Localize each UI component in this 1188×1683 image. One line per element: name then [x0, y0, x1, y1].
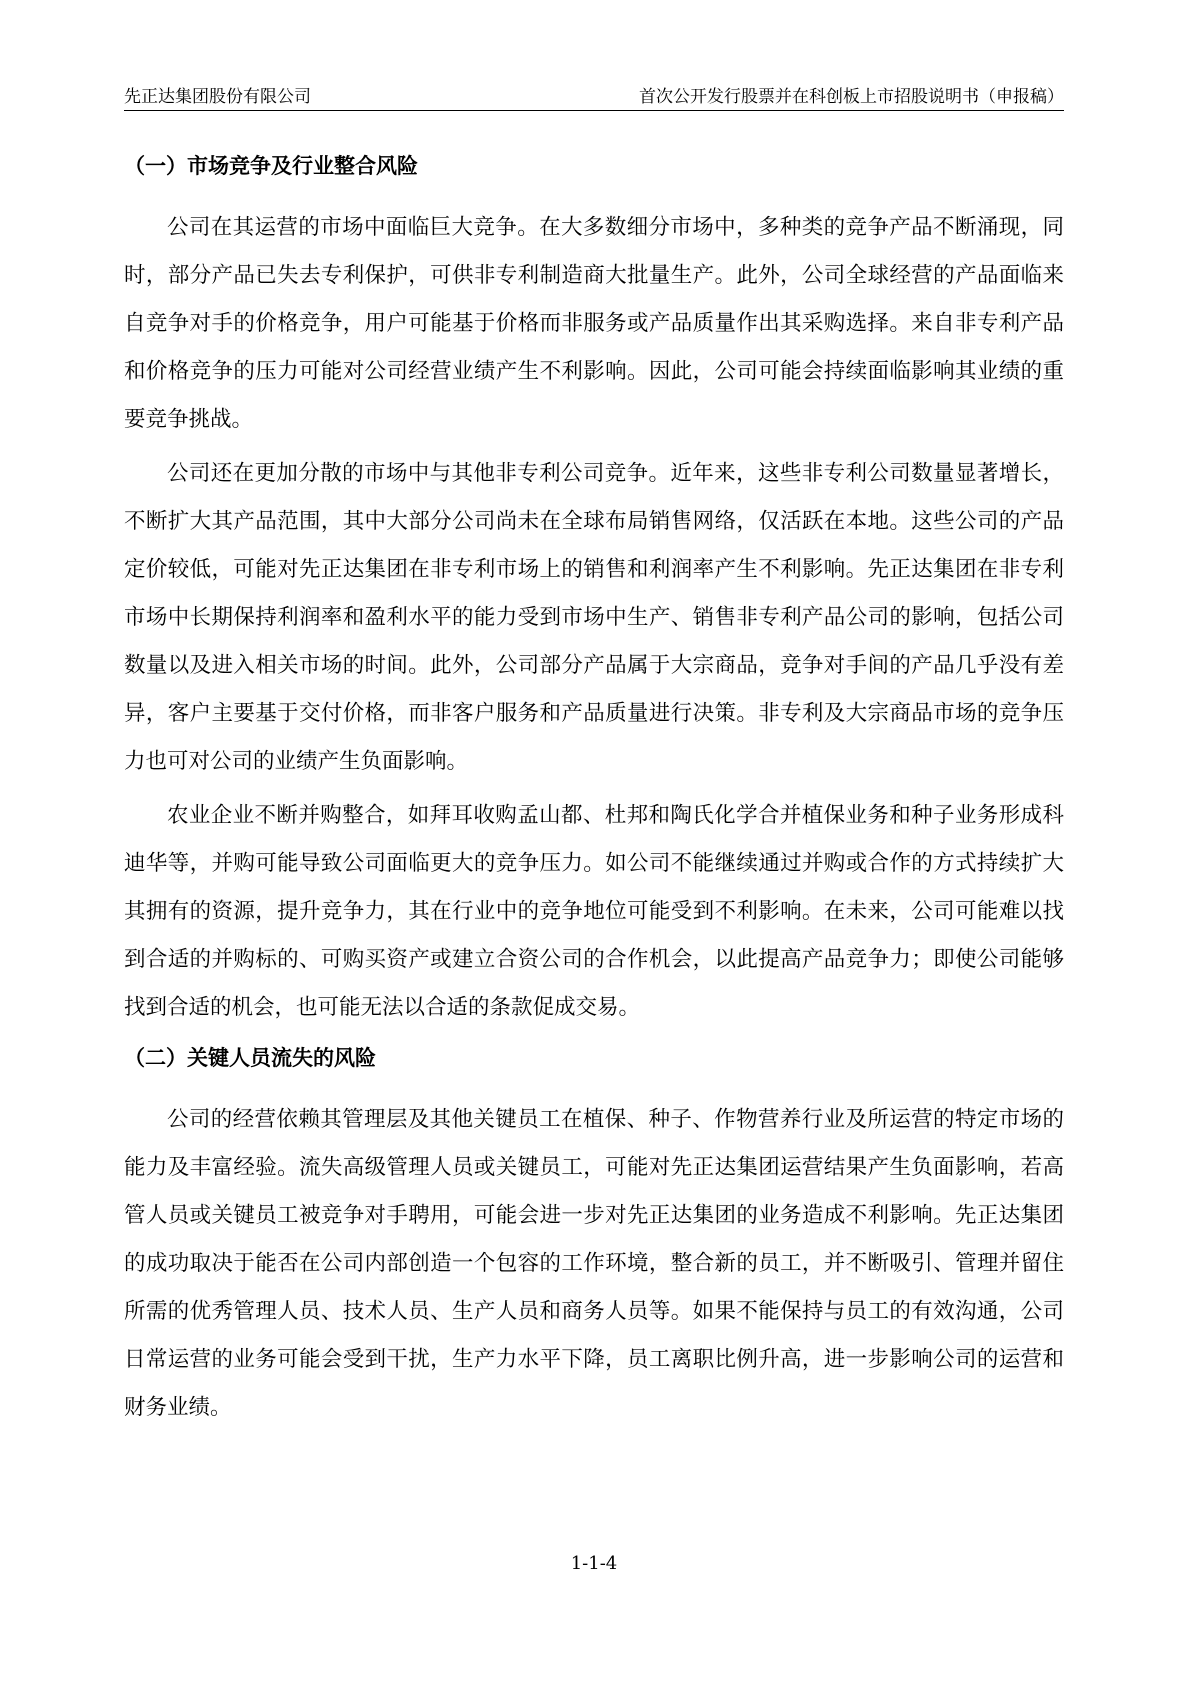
company-name: 先正达集团股份有限公司: [124, 87, 311, 107]
paragraph: 公司还在更加分散的市场中与其他非专利公司竞争。近年来，这些非专利公司数量显著增长，不断扩大其产品范围，其中大部分公司尚未在全球布局销售网络，仅活跃在本地。这些公司的产品定价较低，可能对先正达集团在非专利市场上的销售和利润率产生不利影响。先正达集团在非专利市场中长期保持利润率和盈利水平的能力受到市场中生产、销售非专利产品公司的影响，包括公司数量以及进入相关市场的时间。此外，公司部分产品属于大宗商品，竞争对手间的产品几乎没有差异，客户主要基于交付价格，而非客户服务和产品质量进行决策。非专利及大宗商品市场的竞争压力也可对公司的业绩产生负面影响。: [124, 461, 1064, 774]
paragraph: 农业企业不断并购整合，如拜耳收购孟山都、杜邦和陶氏化学合并植保业务和种子业务形成科迪华等，并购可能导致公司面临更大的竞争压力。如公司不能继续通过并购或合作的方式持续扩大其拥有的资源，提升竞争力，其在行业中的竞争地位可能受到不利影响。在未来，公司可能难以找到合适的并购标的、可购买资产或建立合资公司的合作机会，以此提高产品竞争力；即使公司能够找到合适的机会，也可能无法以合适的条款促成交易。: [124, 803, 1064, 1020]
section-heading-market-competition: （一）市场竞争及行业整合风险: [124, 154, 418, 178]
section-heading-key-personnel: （二）关键人员流失的风险: [124, 1046, 376, 1070]
paragraph: 公司在其运营的市场中面临巨大竞争。在大多数细分市场中，多种类的竞争产品不断涌现，同时，部分产品已失去专利保护，可供非专利制造商大批量生产。此外，公司全球经营的产品面临来自竞争对手的价格竞争，用户可能基于价格而非服务或产品质量作出其采购选择。来自非专利产品和价格竞争的压力可能对公司经营业绩产生不利影响。因此，公司可能会持续面临影响其业绩的重要竞争挑战。: [124, 215, 1064, 432]
page-number: 1-1-4: [570, 1553, 618, 1574]
document-title: 首次公开发行股票并在科创板上市招股说明书（申报稿）: [639, 87, 1064, 107]
main-content: [124, 150, 1064, 1438]
paragraph: 公司的经营依赖其管理层及其他关键员工在植保、种子、作物营养行业及所运营的特定市场的能力及丰富经验。流失高级管理人员或关键员工，可能对先正达集团运营结果产生负面影响，若高管人员或关键员工被竞争对手聘用，可能会进一步对先正达集团的业务造成不利影响。先正达集团的成功取决于能否在公司内部创造一个包容的工作环境，整合新的员工，并不断吸引、管理并留住所需的优秀管理人员、技术人员、生产人员和商务人员等。如果不能保持与员工的有效沟通，公司日常运营的业务可能会受到干扰，生产力水平下降，员工离职比例升高，进一步影响公司的运营和财务业绩。: [124, 1107, 1064, 1420]
page-header: [124, 82, 1064, 111]
